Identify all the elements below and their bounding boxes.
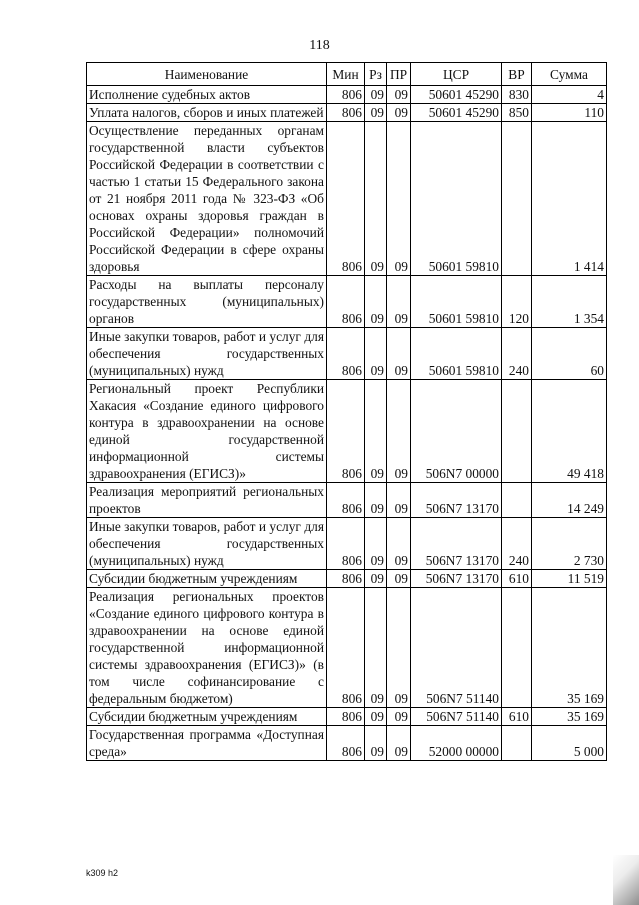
row-pr: 09 bbox=[387, 726, 411, 761]
row-csr: 50601 45290 bbox=[411, 104, 502, 122]
row-rz: 09 bbox=[365, 518, 387, 570]
row-csr: 506N7 51140 bbox=[411, 708, 502, 726]
row-pr: 09 bbox=[387, 570, 411, 588]
row-vr: 850 bbox=[502, 104, 532, 122]
row-min: 806 bbox=[327, 726, 365, 761]
page-number: 118 bbox=[309, 38, 330, 53]
header-pr: ПР bbox=[387, 63, 411, 86]
row-sum: 11 519 bbox=[532, 570, 607, 588]
row-name: Осуществление переданных органам государственной власти субъектов Российской Федерации в соответствии с частью 1 статьи 15 Федерального закона от 21 ноября 2011 года № 323-ФЗ «Об основах охраны здоровья граждан в Российской Федерации» полномочий Российской Федерации в сфере охраны здоровья bbox=[87, 122, 327, 276]
row-name: Иные закупки товаров, работ и услуг для обеспечения государственных (муниципальных) нужд bbox=[87, 328, 327, 380]
row-rz: 09 bbox=[365, 86, 387, 104]
row-sum: 5 000 bbox=[532, 726, 607, 761]
table-row bbox=[87, 708, 607, 726]
header-name: Наименование bbox=[87, 63, 327, 86]
row-rz: 09 bbox=[365, 708, 387, 726]
row-min: 806 bbox=[327, 518, 365, 570]
row-csr: 506N7 13170 bbox=[411, 483, 502, 518]
row-name: Исполнение судебных актов bbox=[87, 86, 327, 104]
row-name: Региональный проект Республики Хакасия «Создание единого цифрового контура в здравоохранении на основе единой государственной информационной системы здравоохранения (ЕГИСЗ)» bbox=[87, 380, 327, 483]
row-min: 806 bbox=[327, 328, 365, 380]
row-sum: 14 249 bbox=[532, 483, 607, 518]
header-sum: Сумма bbox=[532, 63, 607, 86]
row-min: 806 bbox=[327, 483, 365, 518]
row-vr bbox=[502, 483, 532, 518]
row-name: Субсидии бюджетным учреждениям bbox=[87, 708, 327, 726]
table-row bbox=[87, 122, 607, 276]
table-row bbox=[87, 104, 607, 122]
row-name: Иные закупки товаров, работ и услуг для обеспечения государственных (муниципальных) нужд bbox=[87, 518, 327, 570]
row-vr bbox=[502, 122, 532, 276]
table-header-row bbox=[87, 63, 607, 86]
row-sum: 35 169 bbox=[532, 708, 607, 726]
row-name: Уплата налогов, сборов и иных платежей bbox=[87, 104, 327, 122]
row-min: 806 bbox=[327, 588, 365, 708]
row-sum: 1 354 bbox=[532, 276, 607, 328]
row-name: Реализация региональных проектов «Создание единого цифрового контура в здравоохранении на основе единой государственной информационной системы здравоохранения (ЕГИСЗ)» (в том числе софинансирование с федеральным бюджетом) bbox=[87, 588, 327, 708]
row-rz: 09 bbox=[365, 104, 387, 122]
budget-table bbox=[86, 62, 607, 761]
row-pr: 09 bbox=[387, 276, 411, 328]
row-name: Реализация мероприятий региональных проектов bbox=[87, 483, 327, 518]
row-name: Субсидии бюджетным учреждениям bbox=[87, 570, 327, 588]
row-rz: 09 bbox=[365, 726, 387, 761]
row-pr: 09 bbox=[387, 380, 411, 483]
row-sum: 1 414 bbox=[532, 122, 607, 276]
table-row bbox=[87, 483, 607, 518]
row-pr: 09 bbox=[387, 518, 411, 570]
table-row bbox=[87, 328, 607, 380]
table-row bbox=[87, 276, 607, 328]
row-rz: 09 bbox=[365, 328, 387, 380]
header-vr: ВР bbox=[502, 63, 532, 86]
table-row bbox=[87, 518, 607, 570]
table-row bbox=[87, 588, 607, 708]
row-min: 806 bbox=[327, 380, 365, 483]
row-sum: 35 169 bbox=[532, 588, 607, 708]
row-pr: 09 bbox=[387, 104, 411, 122]
row-min: 806 bbox=[327, 122, 365, 276]
row-min: 806 bbox=[327, 570, 365, 588]
row-min: 806 bbox=[327, 276, 365, 328]
row-sum: 49 418 bbox=[532, 380, 607, 483]
row-csr: 506N7 13170 bbox=[411, 570, 502, 588]
row-csr: 50601 59810 bbox=[411, 122, 502, 276]
footer-code: k309 h2 bbox=[86, 868, 119, 878]
row-rz: 09 bbox=[365, 276, 387, 328]
row-vr: 610 bbox=[502, 570, 532, 588]
row-sum: 2 730 bbox=[532, 518, 607, 570]
header-csr: ЦСР bbox=[411, 63, 502, 86]
row-pr: 09 bbox=[387, 86, 411, 104]
row-sum: 60 bbox=[532, 328, 607, 380]
row-name: Расходы на выплаты персоналу государственных (муниципальных) органов bbox=[87, 276, 327, 328]
row-csr: 50601 59810 bbox=[411, 328, 502, 380]
row-name: Государственная программа «Доступная среда» bbox=[87, 726, 327, 761]
row-min: 806 bbox=[327, 708, 365, 726]
table-row bbox=[87, 726, 607, 761]
table-row bbox=[87, 570, 607, 588]
header-min: Мин bbox=[327, 63, 365, 86]
table-row bbox=[87, 380, 607, 483]
row-rz: 09 bbox=[365, 570, 387, 588]
row-rz: 09 bbox=[365, 483, 387, 518]
row-csr: 506N7 00000 bbox=[411, 380, 502, 483]
scan-corner-shadow bbox=[613, 855, 639, 905]
row-pr: 09 bbox=[387, 708, 411, 726]
row-rz: 09 bbox=[365, 588, 387, 708]
row-vr: 240 bbox=[502, 518, 532, 570]
row-vr bbox=[502, 588, 532, 708]
row-csr: 52000 00000 bbox=[411, 726, 502, 761]
row-vr: 830 bbox=[502, 86, 532, 104]
row-sum: 110 bbox=[532, 104, 607, 122]
row-min: 806 bbox=[327, 104, 365, 122]
row-vr: 120 bbox=[502, 276, 532, 328]
row-vr bbox=[502, 380, 532, 483]
row-vr bbox=[502, 726, 532, 761]
row-vr: 240 bbox=[502, 328, 532, 380]
row-csr: 506N7 51140 bbox=[411, 588, 502, 708]
row-rz: 09 bbox=[365, 122, 387, 276]
row-sum: 4 bbox=[532, 86, 607, 104]
header-rz: Рз bbox=[365, 63, 387, 86]
row-csr: 50601 45290 bbox=[411, 86, 502, 104]
row-vr: 610 bbox=[502, 708, 532, 726]
row-pr: 09 bbox=[387, 328, 411, 380]
row-csr: 50601 59810 bbox=[411, 276, 502, 328]
row-pr: 09 bbox=[387, 122, 411, 276]
row-pr: 09 bbox=[387, 483, 411, 518]
table-row bbox=[87, 86, 607, 104]
row-rz: 09 bbox=[365, 380, 387, 483]
row-csr: 506N7 13170 bbox=[411, 518, 502, 570]
row-min: 806 bbox=[327, 86, 365, 104]
row-pr: 09 bbox=[387, 588, 411, 708]
